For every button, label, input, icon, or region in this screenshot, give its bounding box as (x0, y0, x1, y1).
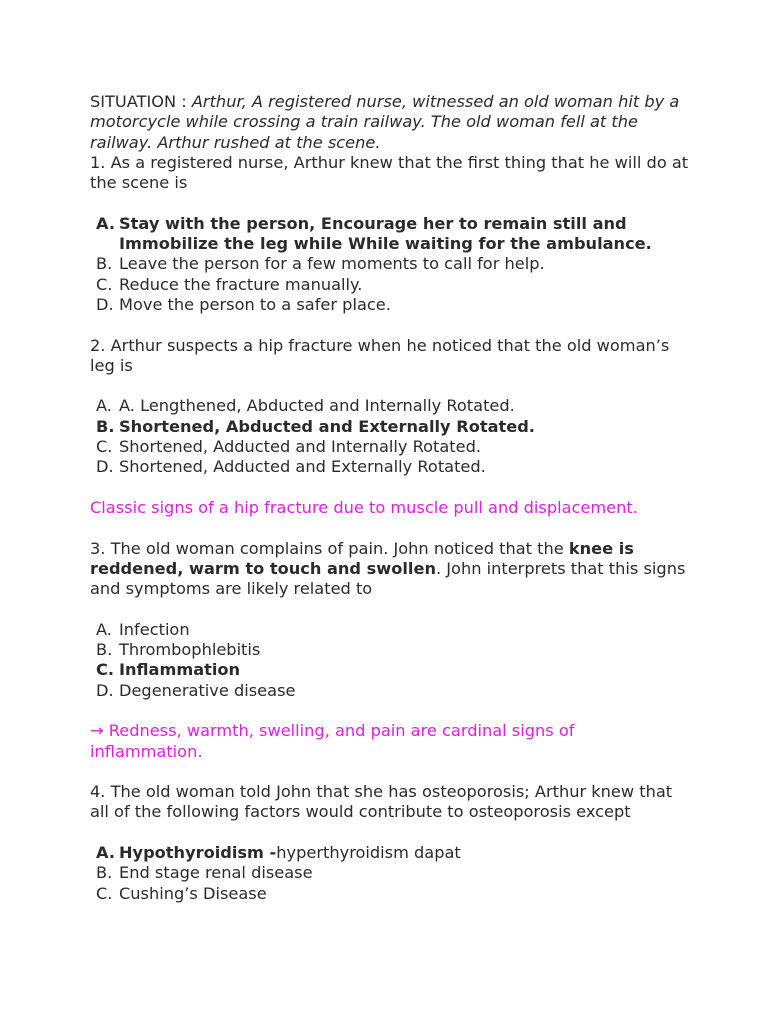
option-text: Degenerative disease (119, 680, 296, 700)
option-a (90, 214, 690, 255)
document-page (90, 92, 690, 904)
option-letter: B. (96, 863, 113, 883)
question-2-stem: 2. Arthur suspects a hip fracture when he noticed that the old woman’s leg is (90, 335, 670, 375)
option-text: Shortened, Adducted and Internally Rotated. (119, 437, 482, 457)
option-a (90, 843, 690, 863)
option-text: Inflammation (119, 660, 241, 680)
option-letter: B. (96, 640, 113, 660)
option-letter: C. (96, 437, 113, 457)
option-letter: A. (96, 213, 115, 233)
option-letter: C. (96, 660, 115, 680)
situation-paragraph (90, 92, 690, 153)
option-text: Shortened, Adducted and Externally Rotated. (119, 457, 486, 477)
situation-label: SITUATION : (90, 92, 192, 111)
question-4-options (90, 843, 690, 904)
question-2-options (90, 396, 690, 477)
option-text: Leave the person for a few moments to call for help. (119, 254, 545, 274)
option-c (90, 884, 690, 904)
option-b (90, 417, 690, 437)
question-2-note: Classic signs of a hip fracture due to muscle pull and displacement. (90, 497, 638, 517)
situation-text: Arthur, A registered nurse, witnessed an old woman hit by a motorcycle while crossing a train railway. The old woman fell at the railway. Arthur rushed at the scene. (90, 92, 680, 152)
option-text: Reduce the fracture manually. (119, 274, 363, 294)
option-text: Shortened, Abducted and Externally Rotated. (119, 416, 535, 436)
option-answer-text: Hypothyroidism - (119, 842, 277, 862)
stem-text-end: . John interprets that this signs and symptoms are likely related to (90, 558, 686, 599)
option-text: Thrombophlebitis (119, 640, 261, 660)
option-b (90, 254, 690, 274)
option-text: Move the person to a safer place. (119, 294, 391, 314)
question-1-options (90, 214, 690, 315)
option-letter: B. (96, 254, 113, 274)
option-handwritten-note: hyperthyroidism dapat (276, 842, 461, 862)
stem-bold-text: knee is reddened, warm to touch and swollen (90, 538, 634, 578)
option-b (90, 863, 690, 883)
stem-text: 3. The old woman complains of pain. John noticed that the (90, 538, 569, 558)
option-letter: C. (96, 883, 113, 903)
option-letter: D. (96, 680, 114, 700)
option-letter: C. (96, 274, 113, 294)
option-text: Cushing’s Disease (119, 883, 267, 903)
option-letter: B. (96, 416, 115, 436)
question-4-stem: 4. The old woman told John that she has osteoporosis; Arthur knew that all of the following factors would contribute to osteoporosis except (90, 782, 673, 822)
question-3-options (90, 620, 690, 701)
option-letter: A. (96, 842, 115, 862)
option-d (90, 295, 690, 315)
option-text: Infection (119, 619, 190, 639)
question-1-stem: 1. As a registered nurse, Arthur knew that the first thing that he will do at the scene is (90, 152, 689, 193)
option-d (90, 457, 690, 477)
option-text: Stay with the person, Encourage her to remain still and Immobilize the leg while While waiting for the ambulance. (119, 213, 652, 254)
option-letter: D. (96, 457, 114, 477)
option-text: A. Lengthened, Abducted and Internally Rotated. (119, 396, 515, 416)
option-letter: D. (96, 294, 114, 314)
option-text (119, 843, 690, 863)
option-letter: A. (96, 396, 112, 416)
option-d (90, 681, 690, 701)
question-3-note: → Redness, warmth, swelling, and pain are cardinal signs of inflammation. (90, 721, 575, 761)
option-text: End stage renal disease (119, 863, 313, 883)
option-a (90, 620, 690, 640)
option-c (90, 660, 690, 680)
question-3-stem (90, 539, 690, 600)
option-b (90, 640, 690, 660)
option-c (90, 275, 690, 295)
option-c (90, 437, 690, 457)
option-a (90, 396, 690, 416)
option-letter: A. (96, 619, 112, 639)
